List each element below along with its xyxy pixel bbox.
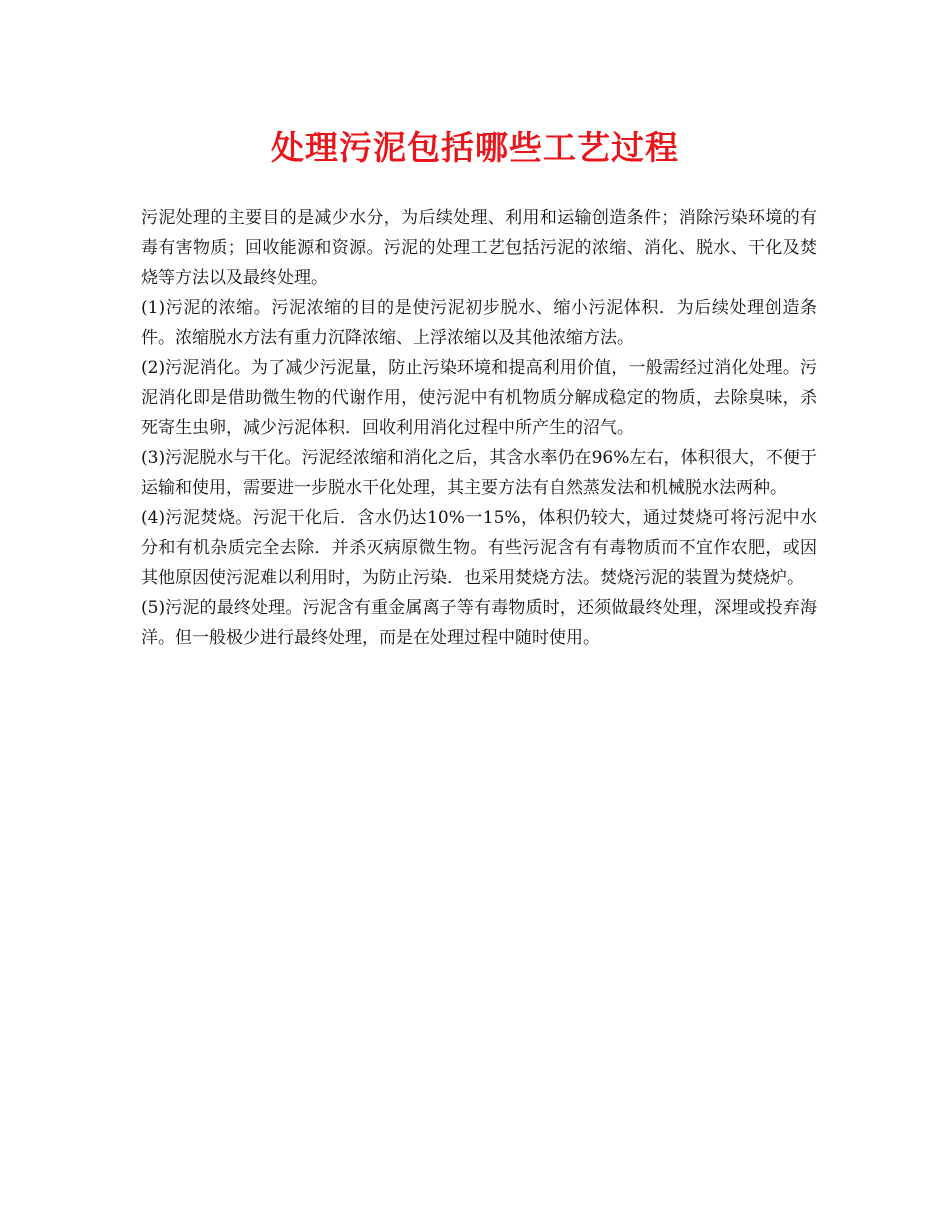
paragraph-final-disposal: (5)污泥的最终处理。污泥含有重金属离子等有毒物质时，还须做最终处理，深埋或投弃海洋。但一般极少进行最终处理，而是在处理过程中随时使用。 <box>141 598 817 648</box>
paragraph-thickening: (1)污泥的浓缩。污泥浓缩的目的是使污泥初步脱水、缩小污泥体积．为后续处理创造条件。浓缩脱水方法有重力沉降浓缩、上浮浓缩以及其他浓缩方法。 <box>141 298 817 348</box>
paragraph-incineration: (4)污泥焚烧。污泥干化后．含水仍达10%一15%，体积仍较大，通过焚烧可将污泥中水分和有机杂质完全去除．并杀灭病原微生物。有些污泥含有有毒物质而不宜作农肥，或因其他原因使污泥难以利用时，为防止污染．也采用焚烧方法。焚烧污泥的装置为焚烧炉。 <box>141 508 817 588</box>
paragraph-digestion: (2)污泥消化。为了减少污泥量，防止污染环境和提高利用价值，一般需经过消化处理。污泥消化即是借助微生物的代谢作用，使污泥中有机物质分解成稳定的物质，去除臭味，杀死寄生虫卵，减少污泥体积．回收利用消化过程中所产生的沼气。 <box>141 358 817 438</box>
document-body <box>141 203 817 653</box>
paragraph-dewatering: (3)污泥脱水与干化。污泥经浓缩和消化之后，其含水率仍在96%左右，体积很大，不便于运输和使用，需要进一步脱水干化处理，其主要方法有自然蒸发法和机械脱水法两种。 <box>141 448 817 498</box>
paragraph-intro: 污泥处理的主要目的是减少水分，为后续处理、利用和运输创造条件；消除污染环境的有毒有害物质；回收能源和资源。污泥的处理工艺包括污泥的浓缩、消化、脱水、干化及焚烧等方法以及最终处理。 <box>141 208 817 288</box>
document-title: 处理污泥包括哪些工艺过程 <box>271 128 679 167</box>
